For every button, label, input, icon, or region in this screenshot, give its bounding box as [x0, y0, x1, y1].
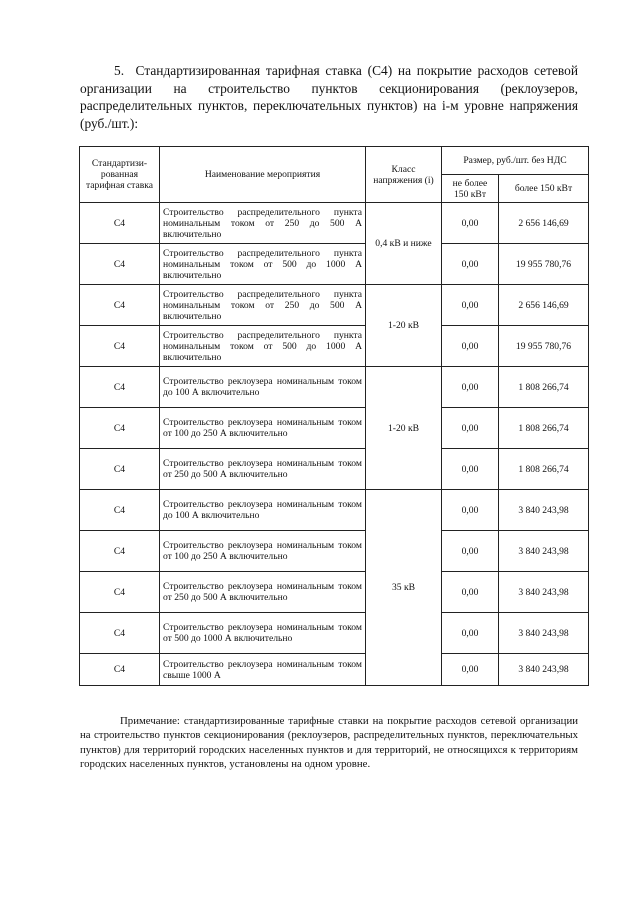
- measure-name: Строительство реклоузера номинальным током до 100 А включительно: [160, 490, 366, 531]
- table-row: [80, 285, 589, 326]
- value-over-150: 3 840 243,98: [499, 654, 589, 686]
- rate-code: С4: [80, 408, 160, 449]
- measure-name: Строительство реклоузера номинальным током от 100 до 250 А включительно: [160, 531, 366, 572]
- header-voltage: Класс напряжения (i): [366, 147, 442, 203]
- rate-code: С4: [80, 613, 160, 654]
- voltage-class: 0,4 кВ и ниже: [366, 203, 442, 285]
- header-rate: Стандартизи-рованная тарифная ставка: [80, 147, 160, 203]
- measure-name: Строительство реклоузера номинальным током от 250 до 500 А включительно: [160, 449, 366, 490]
- footnote-text: Примечание: стандартизированные тарифные ставки на покрытие расходов сетевой организации на строительство пунктов секционирования (реклоузеров, распределительных пунктов, переключательных пунктов) для территорий городских населенных пунктов и для территорий, не относящихся к территориям городских населенных пунктов, установлены на одном уровне.: [80, 715, 578, 770]
- measure-name: Строительство распределительного пункта номинальным током от 500 до 1000 А включительно: [160, 244, 366, 285]
- voltage-class: 35 кВ: [366, 490, 442, 686]
- value-upto-150: 0,00: [442, 285, 499, 326]
- table-row: [80, 654, 589, 686]
- header-over-150: более 150 кВт: [499, 175, 589, 203]
- table-row: [80, 408, 589, 449]
- value-upto-150: 0,00: [442, 449, 499, 490]
- measure-name: Строительство реклоузера номинальным током от 250 до 500 А включительно: [160, 572, 366, 613]
- measure-name: Строительство реклоузера номинальным током свыше 1000 А: [160, 654, 366, 686]
- tariff-table: [79, 146, 589, 686]
- value-upto-150: 0,00: [442, 203, 499, 244]
- value-over-150: 2 656 146,69: [499, 285, 589, 326]
- rate-code: С4: [80, 449, 160, 490]
- value-over-150: 1 808 266,74: [499, 367, 589, 408]
- table-row: [80, 613, 589, 654]
- rate-code: С4: [80, 326, 160, 367]
- measure-name: Строительство реклоузера номинальным током от 100 до 250 А включительно: [160, 408, 366, 449]
- table-row: [80, 244, 589, 285]
- value-upto-150: 0,00: [442, 572, 499, 613]
- measure-name: Строительство реклоузера номинальным током от 500 до 1000 А включительно: [160, 613, 366, 654]
- value-upto-150: 0,00: [442, 244, 499, 285]
- rate-code: С4: [80, 531, 160, 572]
- rate-code: С4: [80, 572, 160, 613]
- table-row: [80, 449, 589, 490]
- value-over-150: 3 840 243,98: [499, 531, 589, 572]
- value-over-150: 3 840 243,98: [499, 613, 589, 654]
- header-name: Наименование мероприятия: [160, 147, 366, 203]
- value-upto-150: 0,00: [442, 613, 499, 654]
- value-upto-150: 0,00: [442, 531, 499, 572]
- value-upto-150: 0,00: [442, 654, 499, 686]
- value-upto-150: 0,00: [442, 367, 499, 408]
- voltage-class: 1-20 кВ: [366, 367, 442, 490]
- rate-code: С4: [80, 490, 160, 531]
- voltage-class: 1-20 кВ: [366, 285, 442, 367]
- rate-code: С4: [80, 367, 160, 408]
- table-row: [80, 490, 589, 531]
- measure-name: Строительство распределительного пункта номинальным током от 500 до 1000 А включительно: [160, 326, 366, 367]
- measure-name: Строительство распределительного пункта номинальным током от 250 до 500 А включительно: [160, 203, 366, 244]
- table-row: [80, 367, 589, 408]
- header-upto-150: не более 150 кВт: [442, 175, 499, 203]
- table-row: [80, 326, 589, 367]
- section-heading-text: 5. Стандартизированная тарифная ставка (С4) на покрытие расходов сетевой организации на строительство пунктов секционирования (реклоузеров, распределительных пунктов, переключательных пунктов) на i-м уровне напряжения (руб./шт.):: [80, 63, 578, 131]
- table-row: [80, 572, 589, 613]
- table-row: [80, 203, 589, 244]
- value-over-150: 1 808 266,74: [499, 408, 589, 449]
- value-over-150: 1 808 266,74: [499, 449, 589, 490]
- rate-code: С4: [80, 654, 160, 686]
- section-heading: [80, 62, 578, 132]
- value-upto-150: 0,00: [442, 408, 499, 449]
- value-upto-150: 0,00: [442, 326, 499, 367]
- rate-code: С4: [80, 285, 160, 326]
- value-over-150: 3 840 243,98: [499, 572, 589, 613]
- header-size: Размер, руб./шт. без НДС: [442, 147, 589, 175]
- footnote: [80, 714, 578, 771]
- rate-code: С4: [80, 244, 160, 285]
- table-row: [80, 531, 589, 572]
- measure-name: Строительство реклоузера номинальным током до 100 А включительно: [160, 367, 366, 408]
- measure-name: Строительство распределительного пункта номинальным током от 250 до 500 А включительно: [160, 285, 366, 326]
- value-over-150: 19 955 780,76: [499, 326, 589, 367]
- value-upto-150: 0,00: [442, 490, 499, 531]
- value-over-150: 19 955 780,76: [499, 244, 589, 285]
- value-over-150: 3 840 243,98: [499, 490, 589, 531]
- value-over-150: 2 656 146,69: [499, 203, 589, 244]
- rate-code: С4: [80, 203, 160, 244]
